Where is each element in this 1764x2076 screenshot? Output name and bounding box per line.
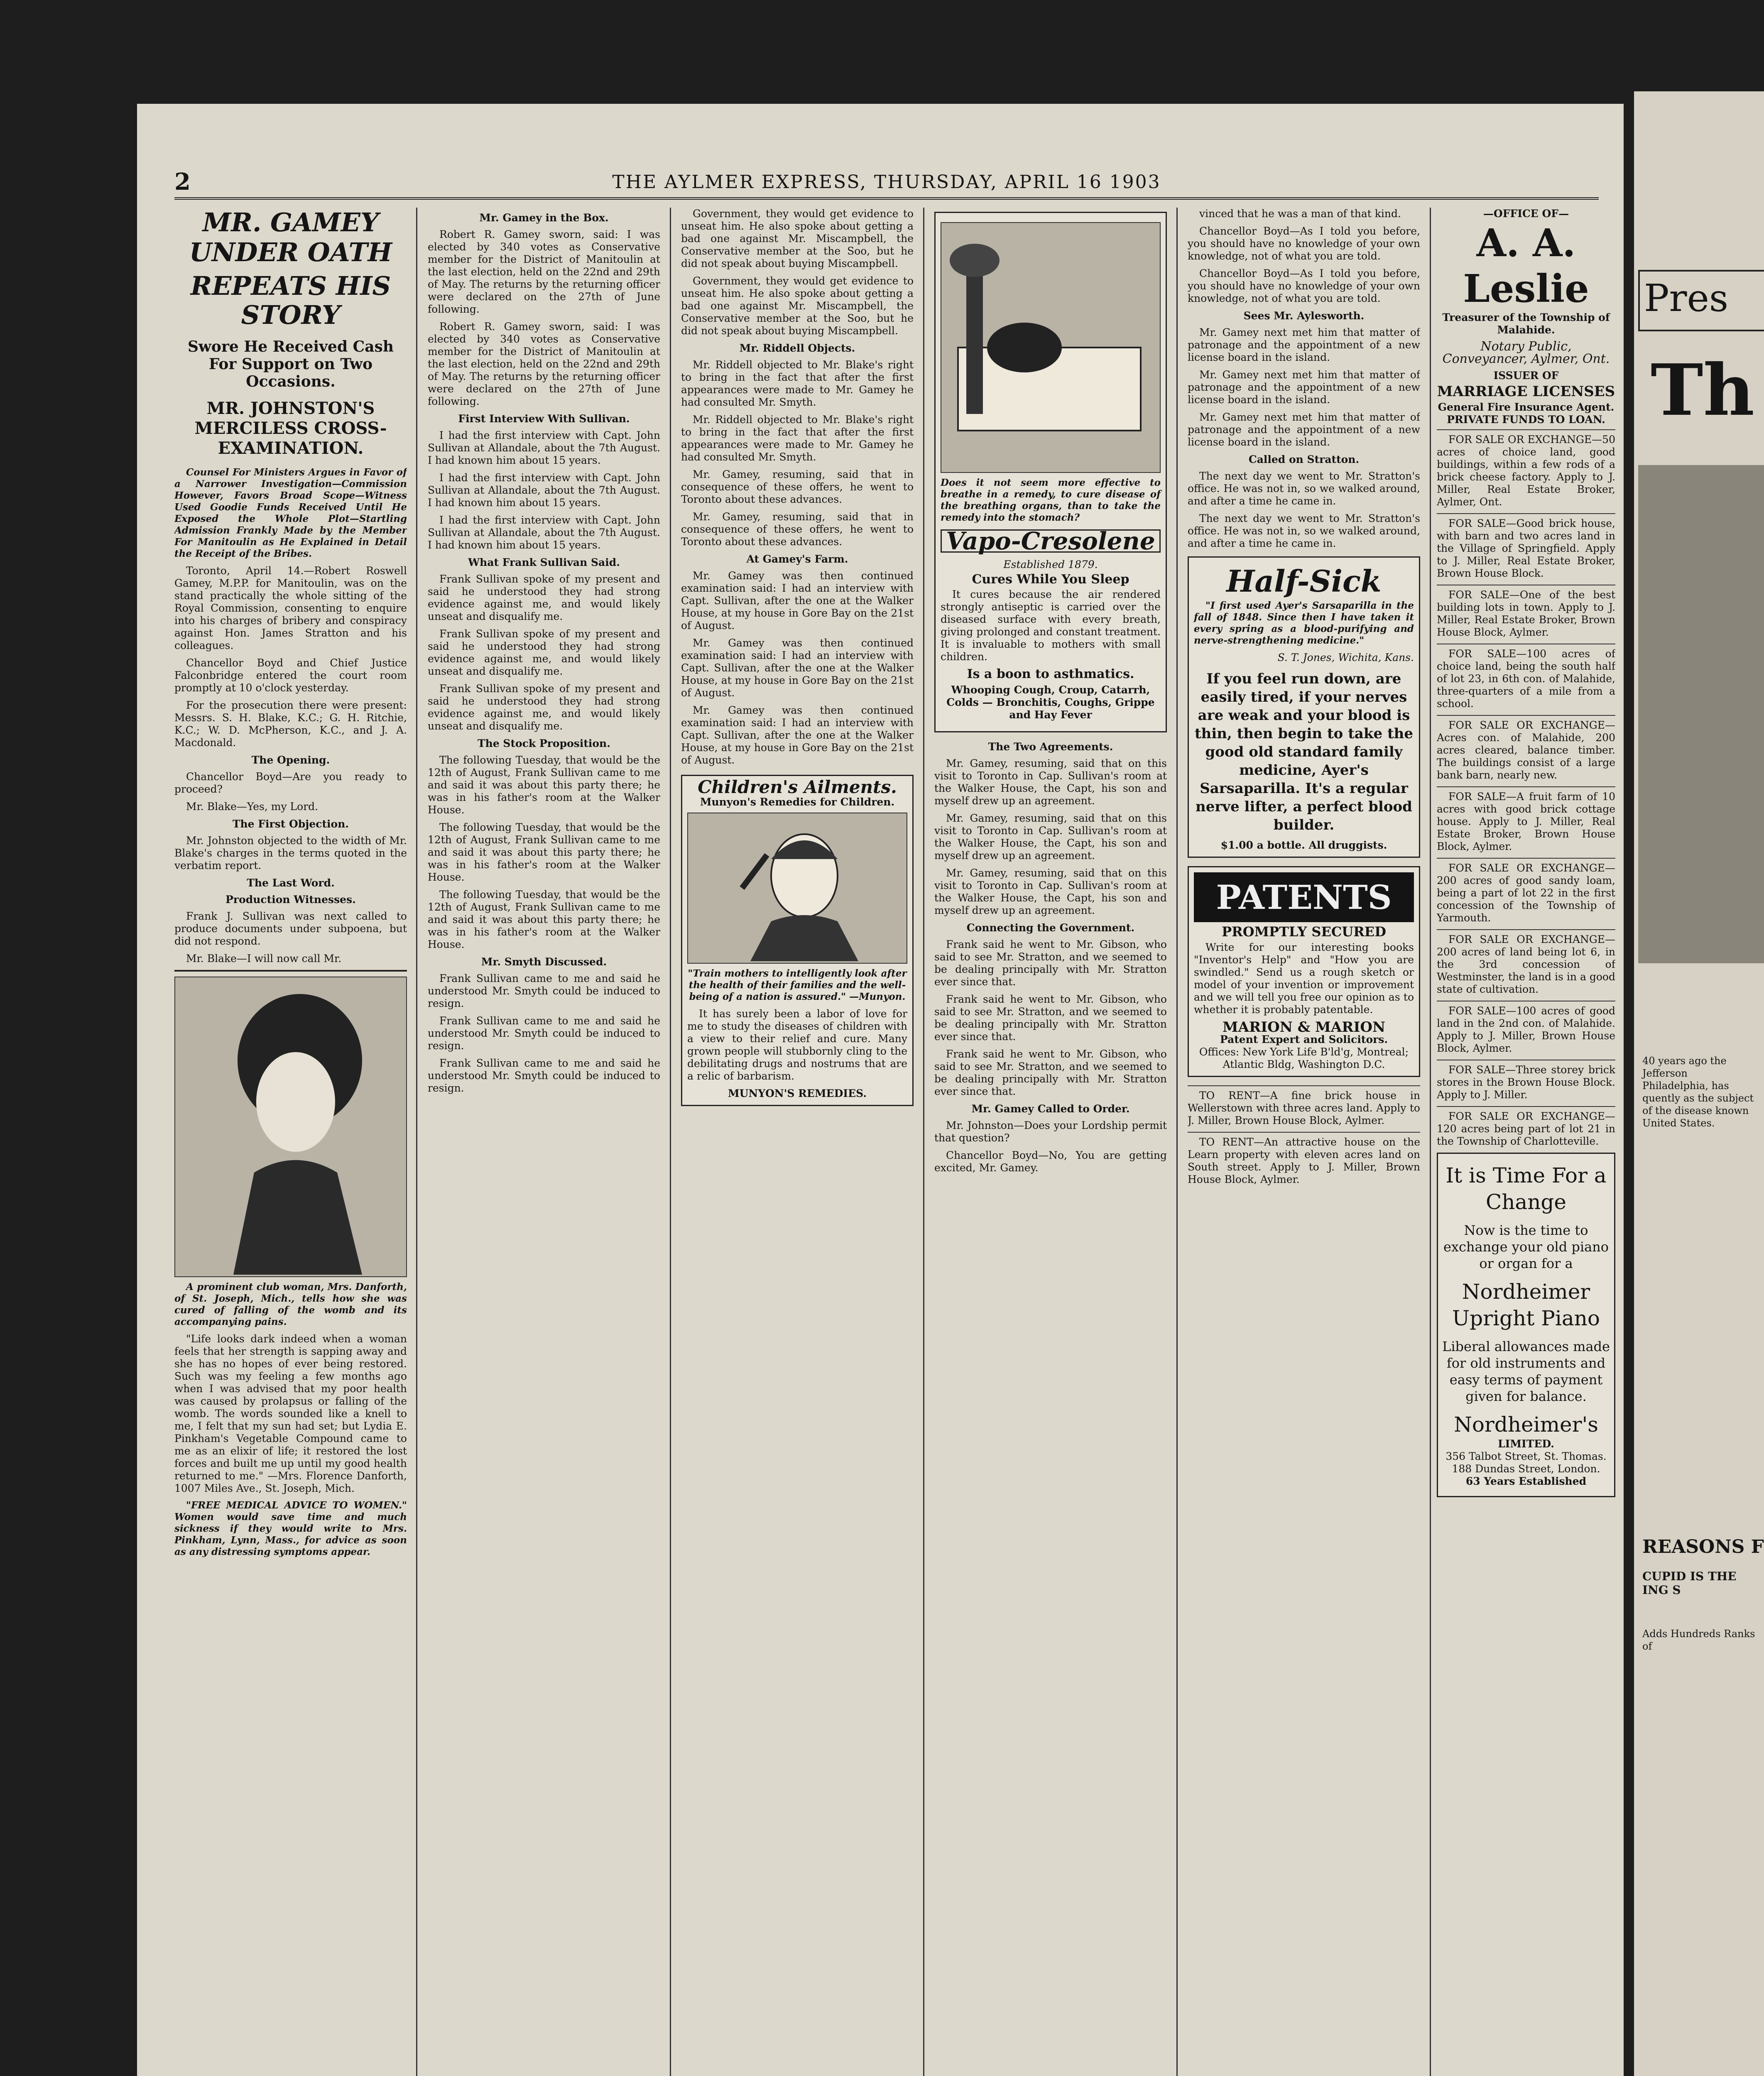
- headline-deck: Swore He Received Cash For Support on Two Occasions.: [187, 338, 394, 390]
- ad-firm-sub: Patent Expert and Solicitors.: [1220, 1033, 1388, 1045]
- portrait-icon: [175, 977, 406, 1275]
- subheading: The First Objection.: [232, 818, 349, 830]
- column-1: [174, 208, 407, 1563]
- page-number: 2: [174, 168, 191, 196]
- article-paragraph: Government, they would get evidence to unseat him. He also spoke about getting a bad one against Mr. Miscampbell, the Conservative member at the Soo, but he did not speak about buying Miscampbell.: [681, 275, 914, 337]
- headline-deck-2: MR. JOHNSTON'S MERCILESS CROSS-EXAMINATION.: [194, 399, 387, 458]
- article-paragraph: Mr. Gamey, resuming, said that in consequence of these offers, he went to Toronto about these advances.: [681, 511, 914, 548]
- fragment-text: Adds Hundreds Ranks of: [1642, 1628, 1755, 1652]
- classified-ad: FOR SALE OR EXCHANGE—120 acres being part of lot 21 in the Township of Charlotteville.: [1437, 1106, 1615, 1148]
- subheading: Mr. Gamey Called to Order.: [971, 1103, 1130, 1115]
- subheading: Mr. Smyth Discussed.: [481, 956, 607, 968]
- article-paragraph: Mr. Blake—I will now call Mr.: [186, 952, 342, 965]
- fragment-big-type: Th: [1651, 349, 1755, 432]
- ad-subtitle: Munyon's Remedies for Children.: [700, 796, 895, 808]
- ad-subtitle: PROMPTLY SECURED: [1222, 924, 1386, 940]
- ad-asthma: Is a boon to asthmatics.: [967, 667, 1134, 681]
- article-paragraph: For the prosecution there were present: Messrs. S. H. Blake, K.C.; G. H. Ritchie, K.C.; W. D. McPherson, K.C., and J. A. Macdonald.: [174, 699, 407, 749]
- article-paragraph: Robert R. Gamey sworn, said: I was elected by 340 votes as Conservative member for the District of Manitoulin at the last election, held on the 22nd and 29th of May. The returns by the returning officer were declared on the 27th of June following.: [428, 228, 660, 315]
- newspaper-page: [137, 104, 1624, 2076]
- advertiser-name: A. A. Leslie: [1463, 220, 1589, 311]
- article-paragraph: Mr. Johnston objected to the width of Mr. Blake's charges in the terms quoted in the verbatim report.: [174, 835, 407, 872]
- subheading: Sees Mr. Aylesworth.: [1243, 310, 1365, 322]
- article-paragraph: The following Tuesday, that would be the 12th of August, Frank Sullivan came to me and said it was about this party there; he was in his father's room at the Walker House.: [428, 889, 660, 950]
- article-paragraph: Frank said he went to Mr. Gibson, who said to see Mr. Stratton, and we seemed to be dealing principally with Mr. Stratton ever since that.: [934, 993, 1167, 1043]
- adjacent-page-fragment: [1634, 91, 1764, 2076]
- ad-quote: "I first used Ayer's Sarsaparilla in the fall of 1848. Since then I have taken it every spring as a blood-purifying and nerve-strengthening medicine.": [1194, 600, 1414, 646]
- ad-signature: S. T. Jones, Wichita, Kans.: [1277, 651, 1414, 663]
- headline-line-1: MR. GAMEY UNDER OATH: [189, 208, 392, 267]
- advertiser-notary: Notary Public, Conveyancer, Aylmer, Ont.: [1442, 339, 1610, 366]
- ad-list: Whooping Cough, Croup, Catarrh, Colds — Bronchitis, Coughs, Grippe and Hay Fever: [946, 684, 1155, 721]
- classified-ad: FOR SALE OR EXCHANGE—50 acres of choice land, good buildings, within a few rods of a brick cheese factory. Apply to J. Miller, Real Estate Broker, Aylmer, Ont.: [1437, 429, 1615, 508]
- article-paragraph: Frank Sullivan spoke of my present and said he understood they had strong evidence against me, and would likely unseat and disqualify me.: [428, 683, 660, 732]
- article-paragraph: Frank said he went to Mr. Gibson, who said to see Mr. Stratton, and we seemed to be dealing principally with Mr. Stratton ever since that.: [934, 1048, 1167, 1097]
- article-paragraph: Toronto, April 14.—Robert Roswell Gamey, M.P.P. for Manitoulin, was on the stand practically the whole sitting of the Royal Commission, consenting to enquire into his charges of bribery and conspiracy against Hon. James Stratton and his colleagues.: [174, 565, 407, 651]
- patents-ad: [1188, 866, 1420, 1077]
- classified-ad: FOR SALE—A fruit farm of 10 acres with good brick cottage house. Apply to J. Miller, Real Estate Broker, Brown House Block, Aylmer.: [1437, 786, 1615, 853]
- article-paragraph: The next day we went to Mr. Stratton's office. He was not in, so we walked around, and after a time he came in.: [1188, 512, 1420, 549]
- portrait-icon: [688, 813, 904, 961]
- column-divider: [670, 208, 671, 2076]
- ad-quote: "Train mothers to intelligently look after the health of their families and the well-being of a nation is assured." —Munyon.: [688, 968, 907, 1002]
- article-paragraph: Mr. Gamey, resuming, said that in consequence of these offers, he went to Toronto about these advances.: [681, 468, 914, 505]
- subheading: First Interview With Sullivan.: [458, 413, 630, 425]
- article-paragraph: Frank Sullivan came to me and said he understood Mr. Smyth could be induced to resign.: [428, 972, 660, 1009]
- insurance-label: General Fire Insurance Agent. PRIVATE FUNDS TO LOAN.: [1438, 401, 1615, 426]
- subheading: The Opening.: [251, 754, 330, 766]
- ad-address: 356 Talbot Street, St. Thomas. 188 Dundas Street, London.: [1446, 1450, 1607, 1475]
- munyon-portrait-illustration: [687, 813, 907, 964]
- column-divider: [416, 208, 417, 2076]
- ad-headline: It is Time For a Change: [1446, 1163, 1607, 1214]
- subheading: Mr. Riddell Objects.: [739, 342, 855, 354]
- column-2: [428, 208, 660, 1099]
- ad-tail: "FREE MEDICAL ADVICE TO WOMEN." Women would save time and much sickness if they would write to Mrs. Pinkham, Lynn, Mass., for advice as soon as any distressing symptoms appear.: [174, 1500, 407, 1557]
- article-paragraph: The next day we went to Mr. Stratton's office. He was not in, so we walked around, and after a time he came in.: [1188, 470, 1420, 507]
- column-3: [681, 208, 914, 1114]
- classified-ad: FOR SALE OR EXCHANGE—200 acres of good sandy loam, being a part of lot 22 in the first concession of the Township of Yarmouth.: [1437, 858, 1615, 924]
- classified-ad: FOR SALE—Three storey brick stores in the Brown House Block. Apply to J. Miller.: [1437, 1060, 1615, 1101]
- article-paragraph: Mr. Riddell objected to Mr. Blake's right to bring in the fact that after the first appearances were made to Mr. Gamey he had consulted Mr. Smyth.: [681, 414, 914, 463]
- ad-caption: A prominent club woman, Mrs. Danforth, of St. Joseph, Mich., tells how she was cured of falling of the womb and its accompanying pains.: [174, 1281, 407, 1327]
- ad-question: Does it not seem more effective to breathe in a remedy, to cure disease of the breathing organs, than to take the remedy into the stomach?: [941, 477, 1161, 523]
- headline-line-2: REPEATS HIS STORY: [190, 271, 391, 330]
- ad-price: $1.00 a bottle. All druggists.: [1220, 839, 1387, 851]
- article-paragraph: Chancellor Boyd—Are you ready to proceed?: [174, 771, 407, 795]
- subheading: What Frank Sullivan Said.: [468, 556, 620, 568]
- article-paragraph: Frank Sullivan spoke of my present and said he understood they had strong evidence against me, and would likely unseat and disqualify me.: [428, 573, 660, 622]
- article-paragraph: The following Tuesday, that would be the 12th of August, Frank Sullivan came to me and said it was about this party there; he was in his father's room at the Walker House.: [428, 821, 660, 883]
- ad-product: Nordheimer Upright Piano: [1452, 1280, 1600, 1330]
- article-paragraph: I had the first interview with Capt. John Sullivan at Allandale, about the 7th August. I had known him about 15 years.: [428, 429, 660, 466]
- ad-text: Liberal allowances made for old instruments and easy terms of payment given for balance.: [1442, 1339, 1610, 1404]
- article-paragraph: Chancellor Boyd—As I told you before, you should have no knowledge of your own knowledge, not of what you are told.: [1188, 267, 1420, 304]
- ad-body: It has surely been a labor of love for me to study the diseases of children with a view to their relief and cure. Many grown people will stubbornly cling to the debilitating drugs and nostrums that are a relic of barbarism.: [687, 1008, 907, 1082]
- article-paragraph: Government, they would get evidence to unseat him. He also spoke about getting a bad one against Mr. Miscampbell, the Conservative member at the Soo, but he did not speak about buying Miscampbell.: [681, 208, 914, 269]
- ayers-sarsaparilla-ad: [1188, 556, 1420, 858]
- article-paragraph: vinced that he was a man of that kind.: [1199, 208, 1401, 220]
- classified-ad: FOR SALE—100 acres of good land in the 2nd con. of Malahide. Apply to J. Miller, Brown House Block, Aylmer.: [1437, 1001, 1615, 1055]
- ad-offices: Offices: New York Life B'ld'g, Montreal; Atlantic Bldg, Washington D.C.: [1199, 1046, 1409, 1070]
- article-paragraph: I had the first interview with Capt. John Sullivan at Allandale, about the 7th August. I had known him about 15 years.: [428, 472, 660, 509]
- article-paragraph: Mr. Johnston—Does your Lordship permit that question?: [934, 1119, 1167, 1144]
- ad-brand: Vapo-Cresolene: [941, 529, 1161, 553]
- woman-portrait-illustration: [174, 977, 407, 1277]
- classified-ad: FOR SALE—One of the best building lots in town. Apply to J. Miller, Real Estate Broker, Brown House Block, Aylmer.: [1437, 585, 1615, 639]
- vapo-cresolene-ad: [934, 212, 1167, 732]
- ad-company: Nordheimer's: [1454, 1413, 1598, 1437]
- ad-text: Now is the time to exchange your old piano or organ for a: [1443, 1222, 1609, 1271]
- classified-ad: FOR SALE—100 acres of choice land, being the south half of lot 23, in 6th con. of Malahide, three-quarters of a mile from a school.: [1437, 644, 1615, 710]
- ad-title: Half-Sick: [1226, 563, 1382, 599]
- munyon-ad: [681, 775, 914, 1106]
- nordheimer-piano-ad: [1437, 1153, 1615, 1497]
- masthead-title: THE AYLMER EXPRESS, THURSDAY, APRIL 16 1903: [612, 171, 1161, 193]
- column-6: [1437, 208, 1615, 1506]
- article-paragraph: Frank J. Sullivan was next called to produce documents under subpoena, but did not respond.: [174, 910, 407, 947]
- ad-body: "Life looks dark indeed when a woman feels that her strength is sapping away and she has no hopes of ever being restored. Such was my feeling a few months ago when I was advised that my poor health was caused by prolapsus or falling of the womb. The words sounded like a knell to me, I felt that my sun had set; but Lydia E. Pinkham's Vegetable Compound came to me as an elixir of life; it restored the lost forces and built me up until my good health returned to me." —Mrs. Florence Danforth, 1007 Miles Ave., St. Joseph, Mich.: [174, 1333, 407, 1494]
- lamp-icon: [941, 223, 1160, 470]
- column-4: [934, 208, 1167, 1179]
- ad-body: It cures because the air rendered strongly antiseptic is carried over the diseased surface with every breath, giving prolonged and constant treatment. It is invaluable to mothers with small children.: [941, 588, 1161, 663]
- article-paragraph: Mr. Gamey, resuming, said that on this visit to Toronto in Cap. Sullivan's room at the Walker House, the Capt, his son and myself drew up an agreement.: [934, 867, 1167, 916]
- ad-body: Write for our interesting books "Inventor's Help" and "How you are swindled." Send us a rough sketch or model of your invention or improvement and we will tell you free our opinion as to whether it is probably patentable.: [1194, 941, 1414, 1016]
- ad-body: If you feel run down, are easily tired, if your nerves are weak and your blood is thin, then begin to take the good old standard family medicine, Ayer's Sarsaparilla. It's a regular nerve lifter, a perfect blood builder.: [1194, 671, 1414, 833]
- article-paragraph: Mr. Gamey next met him that matter of patronage and the appointment of a new license board in the island.: [1188, 369, 1420, 406]
- article-paragraph: Frank Sullivan came to me and said he understood Mr. Smyth could be induced to resign.: [428, 1015, 660, 1052]
- subheading: The Stock Proposition.: [478, 737, 610, 749]
- ad-firm: MARION & MARION: [1222, 1019, 1386, 1036]
- ad-title: PATENTS: [1194, 872, 1414, 922]
- article-paragraph: Mr. Gamey next met him that matter of patronage and the appointment of a new license board in the island.: [1188, 411, 1420, 448]
- subheading: The Two Agreements.: [988, 741, 1113, 753]
- subheading: At Gamey's Farm.: [746, 553, 848, 565]
- column-divider: [1176, 208, 1178, 2076]
- subheading: The Last Word.: [247, 877, 335, 889]
- article-summary: Counsel For Ministers Argues in Favor of a Narrower Investigation—Commission However, Favors Broad Scope—Witness Used Goodie Funds Received Until He Exposed the Whole Plot—Startling Admission Frankly Made by the Member For Manitoulin as He Explained in Detail the Receipt of the Bribes.: [174, 467, 407, 559]
- article-paragraph: Chancellor Boyd—No, You are getting excited, Mr. Gamey.: [934, 1149, 1167, 1174]
- article-paragraph: Mr. Gamey was then continued examination said: I had an interview with Capt. Sullivan, after the one at the Walker House, at my house in Gore Bay on the 21st of August.: [681, 704, 914, 766]
- article-paragraph: Mr. Riddell objected to Mr. Blake's right to bring in the fact that after the first appearances were made to Mr. Gamey he had consulted Mr. Smyth.: [681, 359, 914, 408]
- classified-ad: FOR SALE OR EXCHANGE—Acres con. of Malahide, 200 acres cleared, balance timber. The buildings consist of a large bank barn, nearly new.: [1437, 715, 1615, 781]
- classified-ad: FOR SALE OR EXCHANGE—200 acres of land being lot 6, in the 3rd concession of Westminster, the land is in a good state of cultivation.: [1437, 929, 1615, 996]
- column-divider: [1430, 208, 1431, 2076]
- column-divider: [923, 208, 924, 2076]
- advertiser-title: Treasurer of the Township of Malahide.: [1442, 311, 1610, 336]
- fragment-ad-box: [1638, 270, 1764, 331]
- article-paragraph: Mr. Gamey was then continued examination said: I had an interview with Capt. Sullivan, after the one at the Walker House, at my house in Gore Bay on the 21st of August.: [681, 570, 914, 632]
- ad-company-sub: LIMITED.: [1498, 1438, 1554, 1450]
- column-5: [1188, 208, 1420, 1191]
- issuer-label: ISSUER OF: [1493, 370, 1559, 382]
- article-paragraph: Chancellor Boyd and Chief Justice Falconbridge entered the court room promptly at 10 o'clock yesterday.: [174, 657, 407, 694]
- office-label: —OFFICE OF—: [1483, 208, 1569, 220]
- article-paragraph: I had the first interview with Capt. John Sullivan at Allandale, about the 7th August. I had known him about 15 years.: [428, 514, 660, 551]
- article-paragraph: Mr. Gamey was then continued examination said: I had an interview with Capt. Sullivan, after the one at the Walker House, at my house in Gore Bay on the 21st of August.: [681, 637, 914, 699]
- article-paragraph: Mr. Gamey next met him that matter of patronage and the appointment of a new license board in the island.: [1188, 326, 1420, 363]
- masthead: [174, 168, 1599, 200]
- ad-tagline: Cures While You Sleep: [972, 572, 1129, 587]
- subheading: Called on Stratton.: [1248, 453, 1360, 465]
- article-paragraph: Frank Sullivan spoke of my present and said he understood they had strong evidence against me, and would likely unseat and disqualify me.: [428, 628, 660, 677]
- classified-ad: TO RENT—An attractive house on the Learn property with eleven acres land on South street. Apply to J. Miller, Brown House Block, Aylmer.: [1188, 1132, 1420, 1186]
- fragment-subheading: CUPID IS THE ING S: [1642, 1569, 1737, 1597]
- article-paragraph: Mr. Gamey, resuming, said that on this visit to Toronto in Cap. Sullivan's room at the Walker House, the Capt, his son and myself drew up an agreement.: [934, 757, 1167, 807]
- subheading: Production Witnesses.: [225, 894, 356, 906]
- classified-ad: TO RENT—A fine brick house in Wellerstown with three acres land. Apply to J. Miller, Brown House Block, Aylmer.: [1188, 1085, 1420, 1127]
- subheading: Connecting the Government.: [966, 922, 1135, 934]
- ad-established: 63 Years Established: [1465, 1475, 1587, 1487]
- fragment-building-illustration: [1638, 465, 1764, 963]
- article-paragraph: Frank Sullivan came to me and said he understood Mr. Smyth could be induced to resign.: [428, 1057, 660, 1094]
- licenses-label: MARRIAGE LICENSES: [1437, 383, 1615, 400]
- article-paragraph: Mr. Gamey, resuming, said that on this visit to Toronto in Cap. Sullivan's room at the Walker House, the Capt, his son and myself drew up an agreement.: [934, 812, 1167, 862]
- sleeping-child-illustration: [941, 222, 1161, 473]
- ad-footer: MUNYON'S REMEDIES.: [728, 1087, 867, 1099]
- subheading: Mr. Gamey in the Box.: [479, 212, 609, 224]
- ad-title: Children's Ailments.: [698, 777, 897, 797]
- article-paragraph: Mr. Blake—Yes, my Lord.: [186, 801, 318, 813]
- classified-ad: FOR SALE—Good brick house, with barn and two acres land in the Village of Springfield. Apply to J. Miller, Real Estate Broker, Brown House Block.: [1437, 513, 1615, 580]
- article-paragraph: Robert R. Gamey sworn, said: I was elected by 340 votes as Conservative member for the District of Manitoulin at the last election, held on the 22nd and 29th of May. The returns by the returning officer were declared on the 27th of June following.: [428, 321, 660, 407]
- fragment-text: 40 years ago the Jefferson Philadelphia, has quently as the subject of the disease known United States.: [1642, 1055, 1754, 1129]
- fragment-heading: REASONS F: [1642, 1536, 1764, 1557]
- fragment-headline: Pres: [1644, 277, 1729, 320]
- article-paragraph: Chancellor Boyd—As I told you before, you should have no knowledge of your own knowledge, not of what you are told.: [1188, 225, 1420, 262]
- article-paragraph: Frank said he went to Mr. Gibson, who said to see Mr. Stratton, and we seemed to be dealing principally with Mr. Stratton ever since that.: [934, 938, 1167, 988]
- article-paragraph: The following Tuesday, that would be the 12th of August, Frank Sullivan came to me and said it was about this party there; he was in his father's room at the Walker House.: [428, 754, 660, 816]
- ad-established: Established 1879.: [1003, 558, 1098, 570]
